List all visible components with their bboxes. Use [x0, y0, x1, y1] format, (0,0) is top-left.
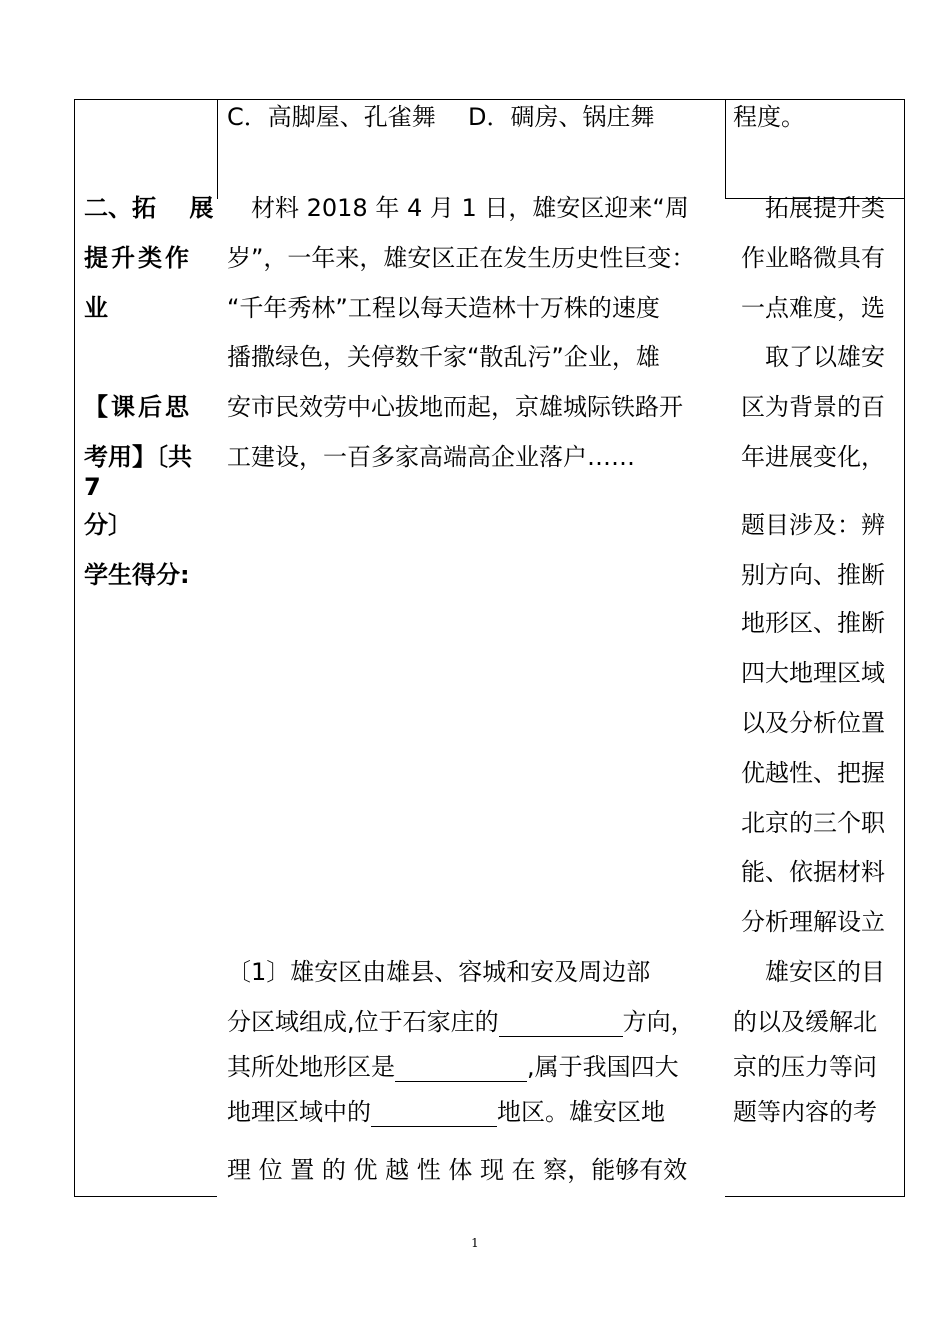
question-1-text-a: 分区域组成,位于石家庄的 — [227, 1008, 499, 1036]
table-top-border — [74, 99, 905, 100]
question-1-line-3 — [227, 1052, 679, 1082]
table-bottom-border-right — [725, 1196, 905, 1197]
question-1-text-c: 其所处地形区是 — [227, 1053, 395, 1081]
notes-line-11: 以及分析位置 — [741, 709, 885, 737]
question-1-text-d: ,属于我国四大 — [527, 1053, 679, 1081]
notes-line-4: 取了以雄安 — [765, 343, 885, 371]
option-d: D．碉房、锅庄舞 — [468, 103, 655, 131]
column-divider-1 — [217, 99, 218, 199]
table-right-border — [904, 99, 905, 1197]
notes-line-13: 北京的三个职 — [741, 809, 885, 837]
notes-line-19: 题等内容的考 — [733, 1098, 877, 1126]
notes-line-3: 一点难度，选 — [741, 294, 885, 322]
material-line-2: 岁”，一年来，雄安区正在发生历史性巨变： — [227, 244, 696, 272]
question-1-text-f: 地区。雄安区地 — [497, 1098, 665, 1126]
section-title-line-7: 分〕 — [84, 511, 132, 539]
table-bottom-border-left — [74, 1196, 217, 1197]
terrain-blank[interactable] — [395, 1055, 527, 1082]
page-number: 1 — [471, 1236, 479, 1250]
material-line-3: “千年秀林”工程以每天造林十万株的速度 — [227, 294, 660, 322]
question-1-line-4 — [227, 1097, 665, 1127]
question-1-text-b: 方向， — [622, 1008, 695, 1036]
question-1-line-1: 〔1〕雄安区由雄县、容城和安及周边部 — [227, 958, 651, 986]
section-title-line-4: 【课后思 — [84, 393, 192, 421]
notes-line-8: 别方向、推断 — [741, 561, 885, 589]
notes-line-18: 京的压力等问 — [733, 1053, 877, 1081]
question-1-line-5: 理 位 置 的 优 越 性 体 现 在 察，能够有效 — [227, 1156, 688, 1184]
row1-note: 程度。 — [733, 103, 805, 131]
notes-line-5: 区为背景的百 — [741, 393, 885, 421]
column-divider-2 — [725, 99, 726, 199]
question-1-line-2 — [227, 1007, 695, 1037]
region-blank[interactable] — [371, 1100, 497, 1127]
notes-line-17: 的以及缓解北 — [733, 1008, 877, 1036]
section-title-line-5: 考用】〔共 — [84, 443, 192, 471]
section-title-line-2: 提升类作 — [84, 244, 192, 272]
notes-line-6: 年进展变化， — [741, 443, 885, 471]
material-line-6: 工建设，一百多家高端高企业落户…… — [227, 443, 635, 471]
material-line-5: 安市民效劳中心拔地而起，京雄城际铁路开 — [227, 393, 683, 421]
section-title-line-3: 业 — [84, 294, 108, 322]
notes-line-1: 拓展提升类 — [765, 194, 885, 222]
material-line-4: 播撒绿色，关停数千家“散乱污”企业，雄 — [227, 343, 660, 371]
direction-blank[interactable] — [499, 1010, 623, 1037]
notes-line-14: 能、依据材料 — [741, 858, 885, 886]
section-title-line-1: 二、拓 展 — [84, 194, 214, 222]
notes-line-15: 分析理解设立 — [741, 908, 885, 936]
student-score-label: 学生得分: — [84, 561, 190, 589]
question-1-text-e: 地理区域中的 — [227, 1098, 371, 1126]
option-c: C．高脚屋、孔雀舞 — [227, 103, 436, 131]
notes-line-16: 雄安区的目 — [765, 958, 885, 986]
material-line-1: 材料 2018 年 4 月 1 日，雄安区迎来“周 — [251, 194, 689, 222]
section-title-line-6: 7 — [84, 473, 101, 501]
notes-line-12: 优越性、把握 — [741, 759, 885, 787]
notes-line-9: 地形区、推断 — [741, 609, 885, 637]
notes-line-2: 作业略微具有 — [741, 244, 885, 272]
table-left-border — [74, 99, 75, 1197]
notes-line-10: 四大地理区域 — [741, 659, 885, 687]
notes-line-7: 题目涉及：辨 — [741, 511, 885, 539]
